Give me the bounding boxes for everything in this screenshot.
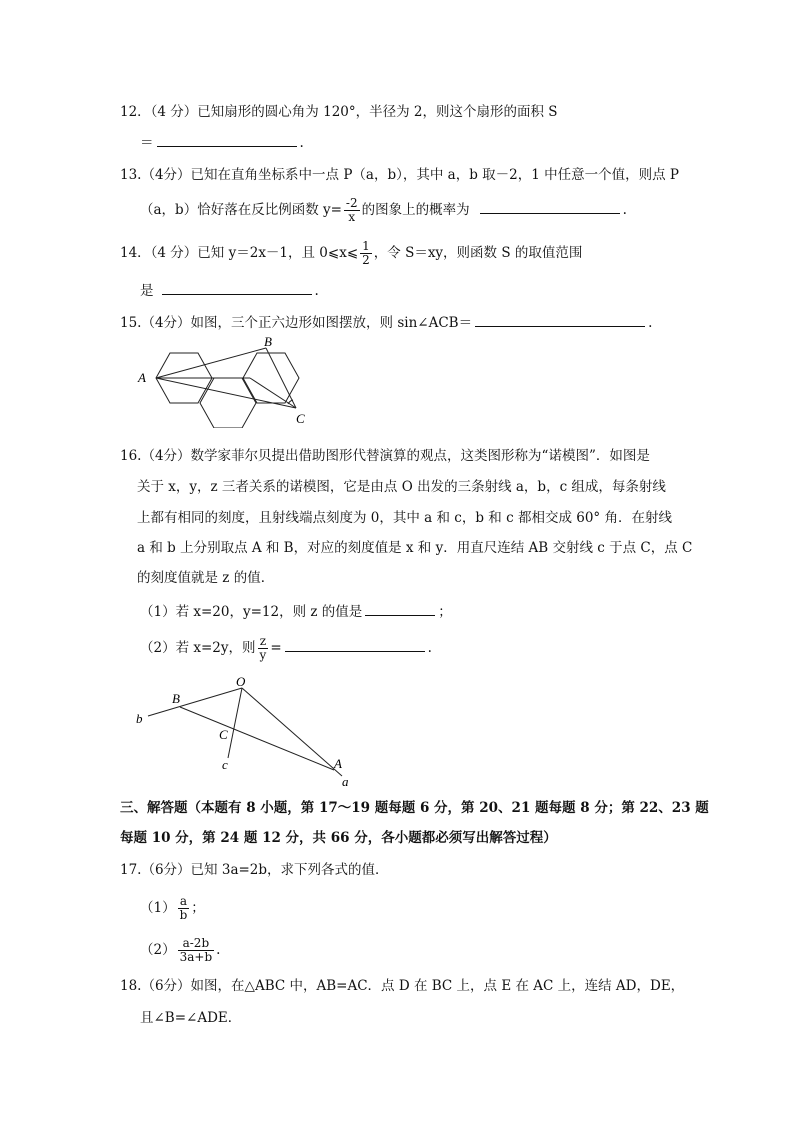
q16-line5: 的刻度值就是 z 的值．: [137, 570, 275, 586]
q13-line1: 13.（4分）已知在直角坐标系中一点 P（a，b），其中 a，b 取－2，1 中任意一个值，则点 P: [120, 167, 679, 183]
q14-line1: 14．（4 分）已知 y＝2x－1，且 0⩽x⩽ $\frac{1}{2}$ ，令 S＝xy，则函数 S 的取值范围: [120, 239, 583, 267]
answer-blank[interactable]: [162, 280, 312, 295]
q17-sub2: （2） $\frac{a-2b}{3a+b}$ .: [140, 936, 221, 964]
label-b: B: [264, 334, 272, 349]
answer-blank[interactable]: [475, 312, 645, 327]
fraction: $\frac{a-2b}{3a+b}$: [179, 936, 213, 964]
q16-line3: 上都有相同的刻度，且射线端点刻度为 0，其中 a 和 c，b 和 c 都相交成 60° 角．在射线: [137, 510, 672, 526]
answer-blank[interactable]: [365, 601, 435, 616]
label-a: A: [138, 370, 146, 385]
answer-blank[interactable]: [480, 199, 620, 214]
answer-blank[interactable]: [285, 637, 425, 652]
label-c: C: [296, 411, 305, 426]
q15-line1: 15.（4分）如图，三个正六边形如图摆放，则 sin∠ACB＝ .: [120, 312, 652, 333]
fraction: $\frac{-2}{x}$: [345, 196, 358, 224]
ray-c: [228, 688, 242, 758]
nomogram-figure: [130, 672, 360, 792]
ray-b: [148, 688, 242, 716]
q17-line1: 17.（6分）已知 3a=2b，求下列各式的值．: [120, 862, 389, 878]
q16-line4: a 和 b 上分别取点 A 和 B，对应的刻度值是 x 和 y．用直尺连结 AB 交射线 c 于点 C，点 C: [137, 540, 693, 556]
q12-line2: ＝ .: [140, 132, 304, 153]
q14-line2: 是 .: [140, 280, 319, 301]
q18-line2: 且∠B=∠ADE．: [140, 1010, 242, 1026]
label-c-ray: c: [222, 757, 228, 772]
hexagon-figure: [130, 332, 330, 428]
segment-bc: [266, 348, 296, 408]
q17-sub1: （1） $\frac{a}{b}$ ；: [140, 894, 205, 922]
q16-sub2: （2）若 x=2y，则 $\frac{z}{y}$ = .: [140, 634, 432, 662]
label-a-ray: a: [342, 774, 349, 789]
fraction: $\frac{1}{2}$: [362, 239, 370, 267]
segment-ab: [180, 707, 334, 770]
label-o: O: [236, 674, 246, 689]
label-b-point: B: [172, 691, 180, 706]
q13-line2: （a，b）恰好落在反比例函数 y= $\frac{-2}{x}$ 的图象上的概率为 .: [140, 196, 627, 224]
fraction: $\frac{z}{y}$: [259, 634, 267, 662]
label-c-point: C: [219, 727, 228, 742]
label-a-point: A: [334, 756, 342, 771]
angle-mark: [288, 400, 293, 404]
answer-blank[interactable]: [157, 132, 297, 147]
q18-line1: 18.（6分）如图，在△ABC 中，AB=AC．点 D 在 BC 上，点 E 在 AC 上，连结 AD，DE，: [120, 978, 685, 994]
fraction: $\frac{a}{b}$: [179, 894, 188, 922]
q12-line1: 12．（4 分）已知扇形的圆心角为 120°，半径为 2，则这个扇形的面积 S: [120, 104, 558, 120]
q16-sub1: （1）若 x=20，y=12，则 z 的值是 ；: [140, 601, 452, 622]
q16-line1: 16.（4分）数学家菲尔贝提出借助图形代替演算的观点，这类图形称为“诺模图”．如图是: [120, 448, 650, 464]
ray-a: [242, 688, 342, 776]
section3-line2: 每题 10 分，第 24 题 12 分，共 66 分，各小题都必须写出解答过程）: [120, 830, 557, 846]
label-b-ray: b: [136, 711, 143, 726]
q16-line2: 关于 x，y，z 三者关系的诺模图，它是由点 O 出发的三条射线 a，b，c 组成，每条射线: [137, 479, 666, 495]
section3-line1: 三、解答题（本题有 8 小题，第 17～19 题每题 6 分，第 20、21 题每题 8 分；第 22、23 题: [120, 800, 709, 816]
